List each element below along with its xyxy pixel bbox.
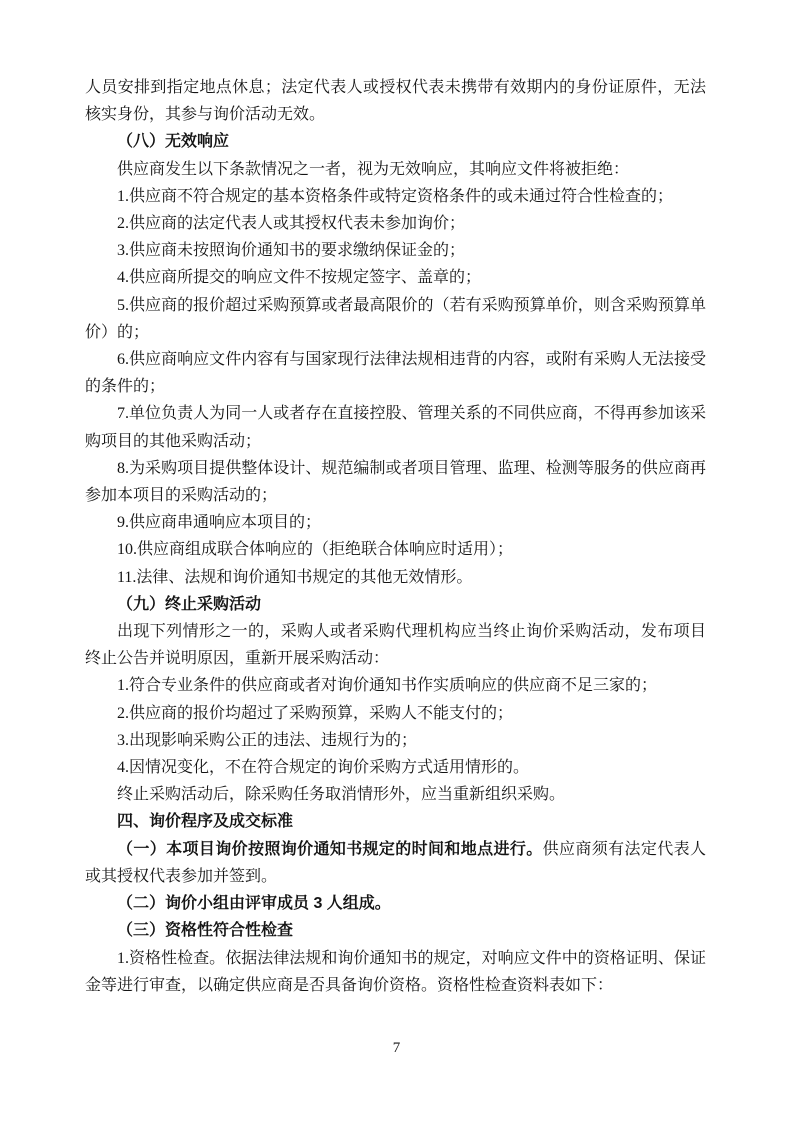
carryover-paragraph: 人员安排到指定地点休息；法定代表人或授权代表未携带有效期内的身份证原件，无法核实身份，其参与询价活动无效。: [85, 79, 706, 124]
terminate-intro: 出现下列情形之一的，采购人或者采购代理机构应当终止询价采购活动，发布项目终止公告并说明原因，重新开展采购活动：: [85, 623, 706, 668]
qualification-check-paragraph: 1.资格性检查。依据法律法规和询价通知书的规定，对响应文件中的资格证明、保证金等进行审查，以确定供应商是否具备询价资格。资格性检查资料表如下：: [85, 949, 706, 994]
terminate-item-3: 3.出现影响采购公正的违法、违规行为的；: [117, 731, 418, 749]
invalid-item-1: 1.供应商不符合规定的基本资格条件或特定资格条件的或未通过符合性检查的；: [117, 187, 674, 205]
heading-inquiry-procedure: 四、询价程序及成交标准: [117, 813, 294, 831]
clause-two-paragraph: （二）询价小组由评审成员 3 人组成。: [117, 895, 391, 913]
terminate-item-4: 4.因情况变化，不在符合规定的询价采购方式适用情形的。: [117, 759, 530, 777]
invalid-item-11: 11.法律、法规和询价通知书规定的其他无效情形。: [117, 568, 473, 586]
heading-terminate-procurement: （九）终止采购活动: [117, 595, 262, 613]
terminate-conclusion: 终止采购活动后，除采购任务取消情形外，应当重新组织采购。: [117, 786, 566, 804]
heading-qualification-check: （三）资格性符合性检查: [117, 922, 294, 940]
invalid-item-2: 2.供应商的法定代表人或其授权代表未参加询价；: [117, 215, 466, 233]
invalid-item-8: 8.为采购项目提供整体设计、规范编制或者项目管理、监理、检测等服务的供应商再参加本项目的采购活动的；: [85, 459, 706, 505]
clause-one-rest: 供应商须有法定代表人或其授权代表参加并签到。: [85, 840, 706, 885]
heading-invalid-response: （八）无效响应: [117, 133, 230, 151]
page-number: 7: [392, 1040, 401, 1056]
invalid-item-4: 4.供应商所提交的响应文件不按规定签字、盖章的；: [117, 269, 482, 287]
terminate-item-2: 2.供应商的报价均超过了采购预算，采购人不能支付的；: [117, 704, 514, 722]
invalid-item-3: 3.供应商未按照询价通知书的要求缴纳保证金的；: [117, 242, 466, 260]
clause-one-lead: （一）本项目询价按照询价通知书规定的时间和地点进行。: [117, 840, 543, 858]
terminate-item-1: 1.符合专业条件的供应商或者对询价通知书作实质响应的供应商不足三家的；: [117, 677, 658, 695]
invalid-item-7: 7.单位负责人为同一人或者存在直接控股、管理关系的不同供应商，不得再参加该采购项目的其他采购活动；: [85, 405, 706, 450]
invalid-item-6: 6.供应商响应文件内容有与国家现行法律法规相违背的内容，或附有采购人无法接受的条件的；: [85, 351, 706, 396]
invalid-item-10: 10.供应商组成联合体响应的（拒绝联合体响应时适用）；: [117, 541, 514, 559]
document-body: [85, 74, 706, 999]
invalid-item-5: 5.供应商的报价超过采购预算或者最高限价的（若有采购预算单价，则含采购预算单价）的；: [85, 296, 706, 341]
invalid-response-intro: 供应商发生以下条款情况之一者，视为无效响应，其响应文件将被拒绝：: [117, 160, 630, 178]
clause-one-paragraph: [85, 836, 706, 890]
invalid-item-9: 9.供应商串通响应本项目的；: [117, 514, 322, 532]
